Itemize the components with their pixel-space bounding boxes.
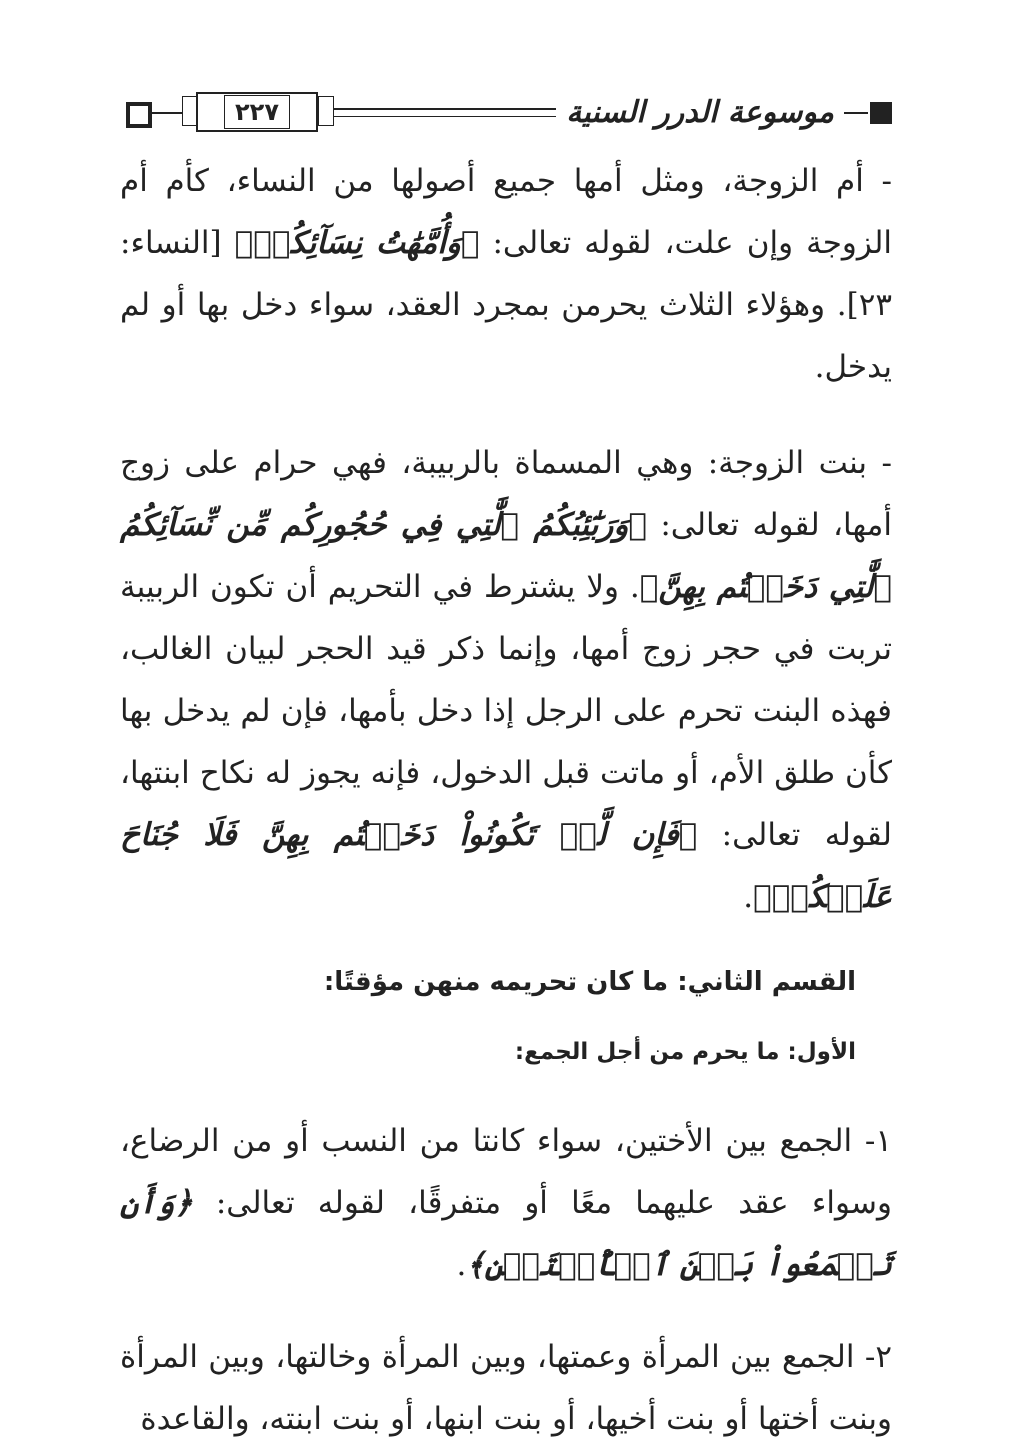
quran-verse: ﴿وَأَن تَجۡمَعُواْ بَيۡنَ ٱلۡأُخۡتَيۡنِ﴾ xyxy=(120,1185,892,1283)
paragraph-text: - أم الزوجة، ومثل أمها جميع أصولها من النساء، كأم أم الزوجة وإن علت، لقوله تعالى: xyxy=(120,163,892,261)
paragraph-text: . xyxy=(743,879,754,915)
page-body xyxy=(120,150,892,1450)
quran-verse: ﴿وَأُمَّهَٰتُ نِسَآئِكُمۡ﴾ xyxy=(234,225,480,261)
page-number: ٢٢٧ xyxy=(224,95,290,129)
header-square-ornament-left xyxy=(126,102,152,128)
paragraph-mother-in-law xyxy=(120,150,892,398)
section-heading: القسم الثاني: ما كان تحريمه منهن مؤقتًا: xyxy=(323,967,856,997)
header-square-ornament-right xyxy=(870,102,892,124)
paragraph-stepdaughter xyxy=(120,432,892,928)
paragraph-text: - بنت الزوجة: وهي المسماة بالربيبة، فهي حرام على زوج أمها، لقوله تعالى: xyxy=(120,445,892,543)
header-knot-ornament xyxy=(318,96,334,126)
paragraph-text: . ولا يشترط في التحريم أن تكون الربيبة تربت في حجر زوج أمها، وإنما ذكر قيد الحجر لبيان الغالب، فهذه البنت تحرم على الرجل إذا دخل بأمها، فإن لم يدخل بها كأن طلق الأم، أو ماتت قبل الدخول، فإنه يجوز له نكاح ابنتها، لقوله تعالى: xyxy=(120,569,892,853)
header-rule-middle-top xyxy=(318,108,562,110)
quran-verse: ﴿وَرَبَٰٓئِبُكُمُ ٱلَّٰتِي فِي حُجُورِكُم مِّن نِّسَآئِكُمُ ٱلَّٰتِي دَخَلۡتُم بِهِنَّ﴾ xyxy=(120,507,892,605)
page-header xyxy=(122,88,892,142)
paragraph-text: ١- الجمع بين الأختين، سواء كانتا من النسب أو من الرضاع، وسواء عقد عليهما معًا أو متفرقًا، لقوله تعالى: xyxy=(120,1123,892,1221)
paragraph-text: [النساء: ٢٣]. وهؤلاء الثلاث يحرمن بمجرد العقد، سواء دخل بها أو لم يدخل. xyxy=(120,225,892,385)
paragraph-text: . xyxy=(456,1247,467,1283)
quran-verse: ﴿فَإِن لَّمۡ تَكُونُواْ دَخَلۡتُم بِهِنَّ فَلَا جُنَاحَ عَلَيۡكُمۡ﴾ xyxy=(120,817,892,915)
list-item-2: ٢- الجمع بين المرأة وعمتها، وبين المرأة وخالتها، وبين المرأة وبنت أختها أو بنت أخيها، أو بنت ابنها، أو بنت ابنته، والقاعدة xyxy=(120,1339,892,1437)
list-item-1 xyxy=(120,1110,892,1296)
series-title: موسوعة الدرر السنية xyxy=(556,88,844,138)
header-rule-middle-bottom xyxy=(318,116,562,117)
page-number-box xyxy=(196,92,318,132)
section-subheading: الأول: ما يحرم من أجل الجمع: xyxy=(514,1039,856,1065)
